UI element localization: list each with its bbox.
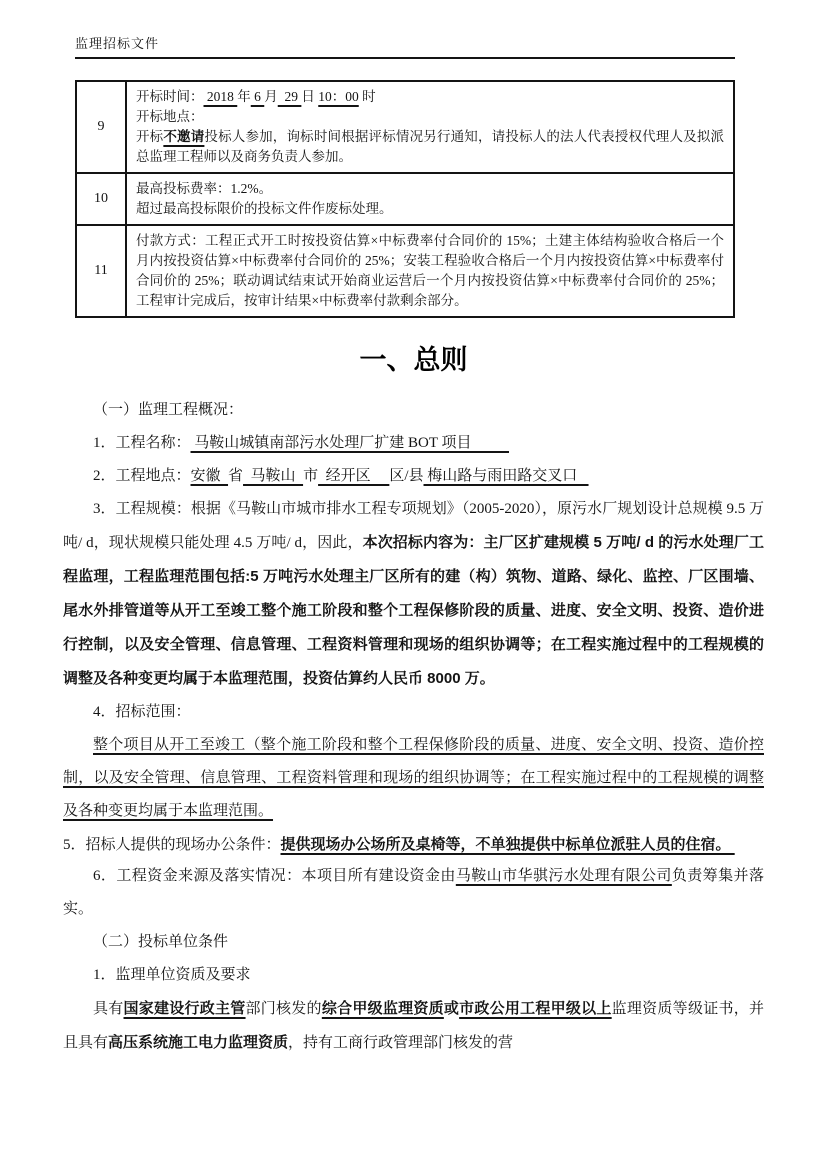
text-run: 日 xyxy=(301,89,319,104)
table-row-11 xyxy=(76,225,734,317)
text-run: 区/县 xyxy=(389,468,424,484)
text-run: （二）投标单位条件 xyxy=(93,934,229,950)
row-number: 11 xyxy=(76,225,126,317)
text-run: 部门核发的 xyxy=(245,1001,322,1017)
text-run: 10：00 xyxy=(318,89,359,104)
para-project-name xyxy=(63,427,764,460)
text-run: 本次招标内容为：主厂区扩建规模 5 万吨/ d 的污水处理厂工程监理，工程监理范围包括:5 万吨污水处理主厂区所有的建（构）筑物、道路、绿化、监控、厂区围墙、尾水外排管道等从开工至竣工整个施工阶段和整个工程保修阶段的质量、进度、安全文明、投资、造价进行控制，以及安全管理、信息管理、工程资料管理和现场的组织协调等；在工程实施过程中的工程规模的调整及各种变更均属于本监理范围，投资估算约人民币 8000 万。 xyxy=(63,534,764,687)
bid-opening-place xyxy=(136,107,724,127)
section-body xyxy=(63,394,764,1060)
text-run: 开标时间： xyxy=(136,89,204,104)
text-run: 年 xyxy=(237,89,251,104)
row-number: 9 xyxy=(76,81,126,173)
text-run: 具有 xyxy=(93,1001,124,1017)
text-run: 市政公用工程甲级以上 xyxy=(459,1000,612,1017)
para-project-scale xyxy=(63,493,764,696)
row-number: 10 xyxy=(76,173,126,225)
para-bidder-conditions-label xyxy=(63,926,764,959)
text-run: 1．工程名称： xyxy=(93,435,191,451)
para-project-location xyxy=(63,460,764,493)
text-run: 2．工程地点： xyxy=(93,468,191,484)
table-row-10 xyxy=(76,173,734,225)
text-run: 6．工程资金来源及落实情况：本项目所有建设资金由 xyxy=(93,868,456,884)
text-run: 负责筹集并落实。 xyxy=(63,868,764,917)
para-funding xyxy=(63,860,764,926)
text-run: 29 xyxy=(277,89,302,104)
max-bid-rate xyxy=(136,179,724,199)
text-run: 付款方式：工程正式开工时按投资估算×中标费率付合同价的 15%；土建主体结构验收合格后一个月内按投资估算×中标费率付合同价的 25%；安装工程验收合格后一个月内按投资估算×中标费率付合同价的 25%；联动调试结束试开始商业运营后一个月内按投资估算×中标费率付合同价的 25%；工程审计完成后，按审计结果×中标费率付款剩余部分。 xyxy=(136,233,724,308)
header-title: 监理招标文件 xyxy=(75,36,160,51)
row-content xyxy=(126,225,734,317)
para-site-office xyxy=(63,832,764,858)
text-run: 投标人参加，询标时间根据评标情况另行通知，请投标人的法人代表授权代理人及拟派总监理工程师以及商务负责人参加。 xyxy=(136,129,725,164)
payment-terms xyxy=(136,231,724,311)
text-run: 梅山路与雨田路交叉口 xyxy=(423,468,589,484)
row-content xyxy=(126,173,734,225)
text-run: 马鞍山市华骐污水处理有限公司 xyxy=(455,868,672,884)
para-overview-label xyxy=(63,394,764,427)
text-run: 提供现场办公场所及桌椅等，不单独提供中标单位派驻人员的住宿。 xyxy=(280,836,735,853)
text-run: 整个项目从开工至竣工（整个施工阶段和整个工程保修阶段的质量、进度、安全文明、投资、造价控制，以及安全管理、信息管理、工程资料管理和现场的组织协调等；在工程实施过程中的工程规模的调整及各种变更均属于本监理范围。 xyxy=(63,737,764,819)
text-run: 不邀请 xyxy=(163,129,205,144)
text-run: 6 xyxy=(250,89,265,104)
text-run: 监理资质等级证书，并且具有 xyxy=(63,1001,764,1051)
info-table xyxy=(75,80,735,318)
para-qualification-label xyxy=(63,959,764,992)
text-run: 马鞍山 xyxy=(243,468,304,484)
section-heading: 一、总则 xyxy=(359,345,468,375)
para-bid-scope-label xyxy=(63,696,764,729)
text-run: 月 xyxy=(264,89,278,104)
over-limit-note xyxy=(136,199,724,219)
text-run: 3．工程规模：根据《马鞍山市城市排水工程专项规划》（2005-2020），原污水厂规划设计总规模 9.5 万吨/ d，现状规模只能处理 4.5 万吨/ d，因此， xyxy=(63,501,764,551)
page-header xyxy=(75,36,735,59)
text-run: 1．监理单位资质及要求 xyxy=(93,967,251,983)
text-run: 高压系统施工电力监理资质 xyxy=(108,1034,289,1051)
text-run: 综合甲级监理资质 xyxy=(321,1000,444,1017)
text-run: 超过最高投标限价的投标文件作废标处理。 xyxy=(136,201,393,216)
row-content xyxy=(126,81,734,173)
text-run: 马鞍山城镇南部污水处理厂扩建 BOT 项目 xyxy=(190,435,509,451)
table-row-9 xyxy=(76,81,734,173)
text-run: 市 xyxy=(303,468,319,484)
para-qualification-detail xyxy=(63,992,764,1060)
text-run: 4．招标范围： xyxy=(93,704,191,720)
bid-opening-time xyxy=(136,87,724,107)
text-run: 开标地点： xyxy=(136,109,204,124)
text-run: 国家建设行政主管 xyxy=(123,1000,246,1017)
bid-opening-note xyxy=(136,127,724,167)
text-run: 开标 xyxy=(136,129,164,144)
text-run: 或 xyxy=(443,1000,460,1017)
text-run: 最高投标费率：1.2%。 xyxy=(136,181,273,196)
text-run: 省 xyxy=(228,468,244,484)
text-run: （一）监理工程概况： xyxy=(93,402,244,418)
text-run: 5．招标人提供的现场办公条件： xyxy=(63,837,281,853)
text-run: 2018 xyxy=(203,89,238,104)
text-run: ，持有工商行政管理部门核发的营 xyxy=(288,1035,514,1051)
text-run: 时 xyxy=(358,89,376,104)
text-run: 安徽 xyxy=(190,468,229,484)
para-bid-scope-detail xyxy=(63,729,764,828)
text-run: 经开区 xyxy=(318,468,390,484)
